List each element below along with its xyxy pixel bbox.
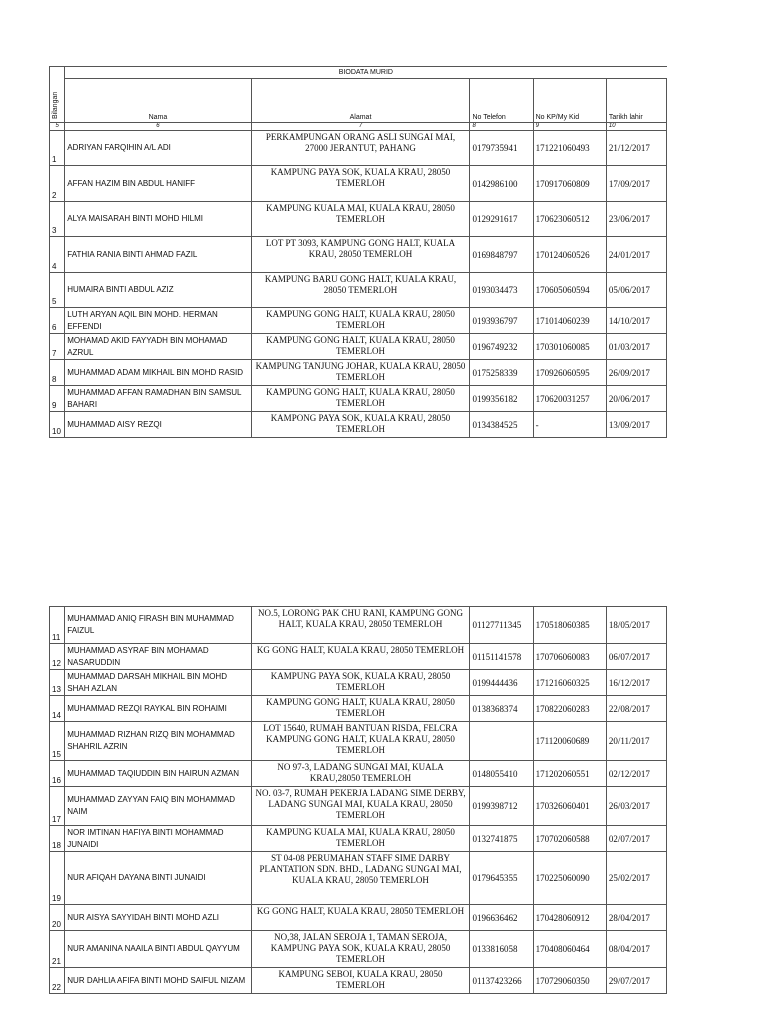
row-number: 9 [50, 386, 65, 412]
student-phone: 0193936797 [470, 308, 533, 334]
student-phone: 0175258339 [470, 360, 533, 386]
student-birthdate: 22/08/2017 [606, 696, 666, 722]
student-ic-number: 170124060526 [533, 237, 606, 273]
student-address: KAMPUNG TANJUNG JOHAR, KUALA KRAU, 28050 TEMERLOH [251, 360, 470, 386]
student-phone: 0129291617 [470, 202, 533, 237]
student-phone [470, 722, 533, 761]
header-nama: Nama [65, 79, 251, 123]
student-birthdate: 02/07/2017 [606, 826, 666, 852]
student-ic-number: 171221060493 [533, 131, 606, 166]
table-row [50, 237, 667, 273]
student-name: MUHAMMAD DARSAH MIKHAIL BIN MOHD SHAH AZLAN [65, 670, 251, 696]
student-address: KAMPUNG PAYA SOK, KUALA KRAU, 28050 TEMERLOH [251, 670, 470, 696]
student-ic-number: 171202060551 [533, 761, 606, 787]
index-cell: 6 [65, 123, 251, 131]
student-birthdate: 17/09/2017 [606, 166, 666, 202]
student-phone: 01137423266 [470, 968, 533, 994]
table-row [50, 166, 667, 202]
table-row [50, 931, 667, 968]
table-row [50, 905, 667, 931]
student-ic-number: 170822060283 [533, 696, 606, 722]
student-birthdate: 05/06/2017 [606, 273, 666, 308]
row-number: 4 [50, 237, 65, 273]
student-phone: 01127711345 [470, 607, 533, 644]
table-row [50, 131, 667, 166]
student-address: PERKAMPUNGAN ORANG ASLI SUNGAI MAI, 27000 JERANTUT, PAHANG [251, 131, 470, 166]
student-ic-number: 171120060689 [533, 722, 606, 761]
row-number: 16 [50, 761, 65, 787]
header-bilangan: Bilangan [50, 67, 65, 123]
row-number: 11 [50, 607, 65, 644]
row-number: 15 [50, 722, 65, 761]
student-phone: 01151141578 [470, 644, 533, 670]
table-row [50, 308, 667, 334]
student-birthdate: 21/12/2017 [606, 131, 666, 166]
student-name: MUHAMMAD ZAYYAN FAIQ BIN MOHAMMAD NAIM [65, 787, 251, 826]
table-row [50, 386, 667, 412]
student-birthdate: 28/04/2017 [606, 905, 666, 931]
row-number: 13 [50, 670, 65, 696]
student-ic-number: 171216060325 [533, 670, 606, 696]
student-birthdate: 08/04/2017 [606, 931, 666, 968]
student-phone: 0138368374 [470, 696, 533, 722]
student-address: KAMPUNG SEBOI, KUALA KRAU, 28050 TEMERLOH [251, 968, 470, 994]
row-number: 19 [50, 852, 65, 905]
student-name: MUHAMMAD ANIQ FIRASH BIN MUHAMMAD FAIZUL [65, 607, 251, 644]
row-number: 17 [50, 787, 65, 826]
table-row [50, 826, 667, 852]
student-name: MOHAMAD AKID FAYYADH BIN MOHAMAD AZRUL [65, 334, 251, 360]
student-ic-number: 170926060595 [533, 360, 606, 386]
student-address: KAMPUNG KUALA MAI, KUALA KRAU, 28050 TEMERLOH [251, 826, 470, 852]
student-address: NO. 03-7, RUMAH PEKERJA LADANG SIME DERBY, LADANG SUNGAI MAI, KUALA KRAU, 28050 TEMERLOH [251, 787, 470, 826]
student-address: LOT PT 3093, KAMPUNG GONG HALT, KUALA KRAU, 28050 TEMERLOH [251, 237, 470, 273]
student-birthdate: 29/07/2017 [606, 968, 666, 994]
student-name: HUMAIRA BINTI ABDUL AZIZ [65, 273, 251, 308]
student-address: KAMPUNG GONG HALT, KUALA KRAU, 28050 TEMERLOH [251, 386, 470, 412]
student-name: MUHAMMAD ADAM MIKHAIL BIN MOHD RASID [65, 360, 251, 386]
student-birthdate: 13/09/2017 [606, 412, 666, 438]
student-ic-number: 170408060464 [533, 931, 606, 968]
student-birthdate: 02/12/2017 [606, 761, 666, 787]
table-row [50, 360, 667, 386]
student-address: KG GONG HALT, KUALA KRAU, 28050 TEMERLOH [251, 905, 470, 931]
row-number: 10 [50, 412, 65, 438]
row-number: 1 [50, 131, 65, 166]
student-birthdate: 14/10/2017 [606, 308, 666, 334]
student-ic-number: 170225060090 [533, 852, 606, 905]
student-address: NO.5, LORONG PAK CHU RANI, KAMPUNG GONG HALT, KUALA KRAU, 28050 TEMERLOH [251, 607, 470, 644]
student-birthdate: 26/09/2017 [606, 360, 666, 386]
student-ic-number: 170428060912 [533, 905, 606, 931]
student-phone: 0148055410 [470, 761, 533, 787]
student-address: KG GONG HALT, KUALA KRAU, 28050 TEMERLOH [251, 644, 470, 670]
student-table-page-1 [49, 66, 667, 438]
student-phone: 0196749232 [470, 334, 533, 360]
student-name: LUTH ARYAN AQIL BIN MOHD. HERMAN EFFENDI [65, 308, 251, 334]
student-address: KAMPONG PAYA SOK, KUALA KRAU, 28050 TEMERLOH [251, 412, 470, 438]
student-birthdate: 24/01/2017 [606, 237, 666, 273]
student-birthdate: 06/07/2017 [606, 644, 666, 670]
student-ic-number: 170605060594 [533, 273, 606, 308]
row-number: 2 [50, 166, 65, 202]
student-ic-number: 170917060809 [533, 166, 606, 202]
index-cell: 9 [533, 123, 606, 131]
student-ic-number: 170326060401 [533, 787, 606, 826]
student-phone: 0193034473 [470, 273, 533, 308]
row-number: 21 [50, 931, 65, 968]
student-name: NUR AISYA SAYYIDAH BINTI MOHD AZLI [65, 905, 251, 931]
row-number: 12 [50, 644, 65, 670]
table-row [50, 273, 667, 308]
index-cell: 10 [606, 123, 666, 131]
index-cell: 5 [50, 123, 65, 131]
student-ic-number: 170706060083 [533, 644, 606, 670]
student-ic-number: 170623060512 [533, 202, 606, 237]
table-row [50, 787, 667, 826]
row-number: 18 [50, 826, 65, 852]
table-row [50, 670, 667, 696]
student-phone: 0169848797 [470, 237, 533, 273]
student-birthdate: 25/02/2017 [606, 852, 666, 905]
student-address: KAMPUNG PAYA SOK, KUALA KRAU, 28050 TEMERLOH [251, 166, 470, 202]
student-address: KAMPUNG BARU GONG HALT, KUALA KRAU, 28050 TEMERLOH [251, 273, 470, 308]
row-number: 5 [50, 273, 65, 308]
student-phone: 0133816058 [470, 931, 533, 968]
student-address: KAMPUNG GONG HALT, KUALA KRAU, 28050 TEMERLOH [251, 334, 470, 360]
table-title: BIODATA MURID [65, 67, 667, 79]
row-number: 22 [50, 968, 65, 994]
student-name: MUHAMMAD AFFAN RAMADHAN BIN SAMSUL BAHARI [65, 386, 251, 412]
student-name: MUHAMMAD AISY REZQI [65, 412, 251, 438]
student-address: KAMPUNG KUALA MAI, KUALA KRAU, 28050 TEMERLOH [251, 202, 470, 237]
student-ic-number: 170301060085 [533, 334, 606, 360]
header-tarikh-lahir: Tarikh lahir [606, 79, 666, 123]
table-row [50, 644, 667, 670]
student-birthdate: 01/03/2017 [606, 334, 666, 360]
student-name: MUHAMMAD ASYRAF BIN MOHAMAD NASARUDDIN [65, 644, 251, 670]
student-ic-number: 170518060385 [533, 607, 606, 644]
table-row [50, 334, 667, 360]
index-cell: 7 [251, 123, 470, 131]
student-table-page-2 [49, 606, 667, 994]
student-ic-number: - [533, 412, 606, 438]
student-phone: 0196636462 [470, 905, 533, 931]
table-row [50, 852, 667, 905]
student-name: FATHIA RANIA BINTI AHMAD FAZIL [65, 237, 251, 273]
student-phone: 0134384525 [470, 412, 533, 438]
student-birthdate: 26/03/2017 [606, 787, 666, 826]
student-address: NO,38, JALAN SEROJA 1, TAMAN SEROJA, KAMPUNG PAYA SOK, KUALA KRAU, 28050 TEMERLOH [251, 931, 470, 968]
table-row [50, 696, 667, 722]
student-name: NUR AFIQAH DAYANA BINTI JUNAIDI [65, 852, 251, 905]
student-ic-number: 171014060239 [533, 308, 606, 334]
table-row [50, 761, 667, 787]
row-number: 8 [50, 360, 65, 386]
row-number: 7 [50, 334, 65, 360]
student-address: KAMPUNG GONG HALT, KUALA KRAU, 28050 TEMERLOH [251, 308, 470, 334]
student-address: ST 04-08 PERUMAHAN STAFF SIME DARBY PLANTATION SDN. BHD., LADANG SUNGAI MAI, KUALA KRAU, 28050 TEMERLOH [251, 852, 470, 905]
row-number: 14 [50, 696, 65, 722]
student-phone: 0199444436 [470, 670, 533, 696]
student-name: AFFAN HAZIM BIN ABDUL HANIFF [65, 166, 251, 202]
student-birthdate: 20/06/2017 [606, 386, 666, 412]
student-phone: 0199356182 [470, 386, 533, 412]
table-row [50, 607, 667, 644]
student-address: KAMPUNG GONG HALT, KUALA KRAU, 28050 TEMERLOH [251, 696, 470, 722]
student-ic-number: 170620031257 [533, 386, 606, 412]
header-telefon: No Telefon [470, 79, 533, 123]
student-name: MUHAMMAD RIZHAN RIZQ BIN MOHAMMAD SHAHRIL AZRIN [65, 722, 251, 761]
table-row [50, 412, 667, 438]
student-name: MUHAMMAD REZQI RAYKAL BIN ROHAIMI [65, 696, 251, 722]
student-address: NO 97-3, LADANG SUNGAI MAI, KUALA KRAU,28050 TEMERLOH [251, 761, 470, 787]
student-birthdate: 16/12/2017 [606, 670, 666, 696]
student-name: NUR DAHLIA AFIFA BINTI MOHD SAIFUL NIZAM [65, 968, 251, 994]
student-phone: 0142986100 [470, 166, 533, 202]
student-ic-number: 170702060588 [533, 826, 606, 852]
row-number: 6 [50, 308, 65, 334]
student-address: LOT 15640, RUMAH BANTUAN RISDA, FELCRA KAMPUNG GONG HALT, KUALA KRAU, 28050 TEMERLOH [251, 722, 470, 761]
row-number: 20 [50, 905, 65, 931]
student-phone: 0132741875 [470, 826, 533, 852]
student-phone: 0179735941 [470, 131, 533, 166]
student-name: ALYA MAISARAH BINTI MOHD HILMI [65, 202, 251, 237]
student-name: NUR AMANINA NAAILA BINTI ABDUL QAYYUM [65, 931, 251, 968]
row-number: 3 [50, 202, 65, 237]
student-name: NOR IMTINAN HAFIYA BINTI MOHAMMAD JUNAIDI [65, 826, 251, 852]
table-row [50, 968, 667, 994]
header-kp: No KP/My Kid [533, 79, 606, 123]
student-phone: 0199398712 [470, 787, 533, 826]
student-name: ADRIYAN FARQIHIN A/L ADI [65, 131, 251, 166]
student-phone: 0179645355 [470, 852, 533, 905]
student-birthdate: 18/05/2017 [606, 607, 666, 644]
student-birthdate: 20/11/2017 [606, 722, 666, 761]
index-cell: 8 [470, 123, 533, 131]
student-birthdate: 23/06/2017 [606, 202, 666, 237]
table-row [50, 722, 667, 761]
student-name: MUHAMMAD TAQIUDDIN BIN HAIRUN AZMAN [65, 761, 251, 787]
table-row [50, 202, 667, 237]
header-alamat: Alamat [251, 79, 470, 123]
student-ic-number: 170729060350 [533, 968, 606, 994]
